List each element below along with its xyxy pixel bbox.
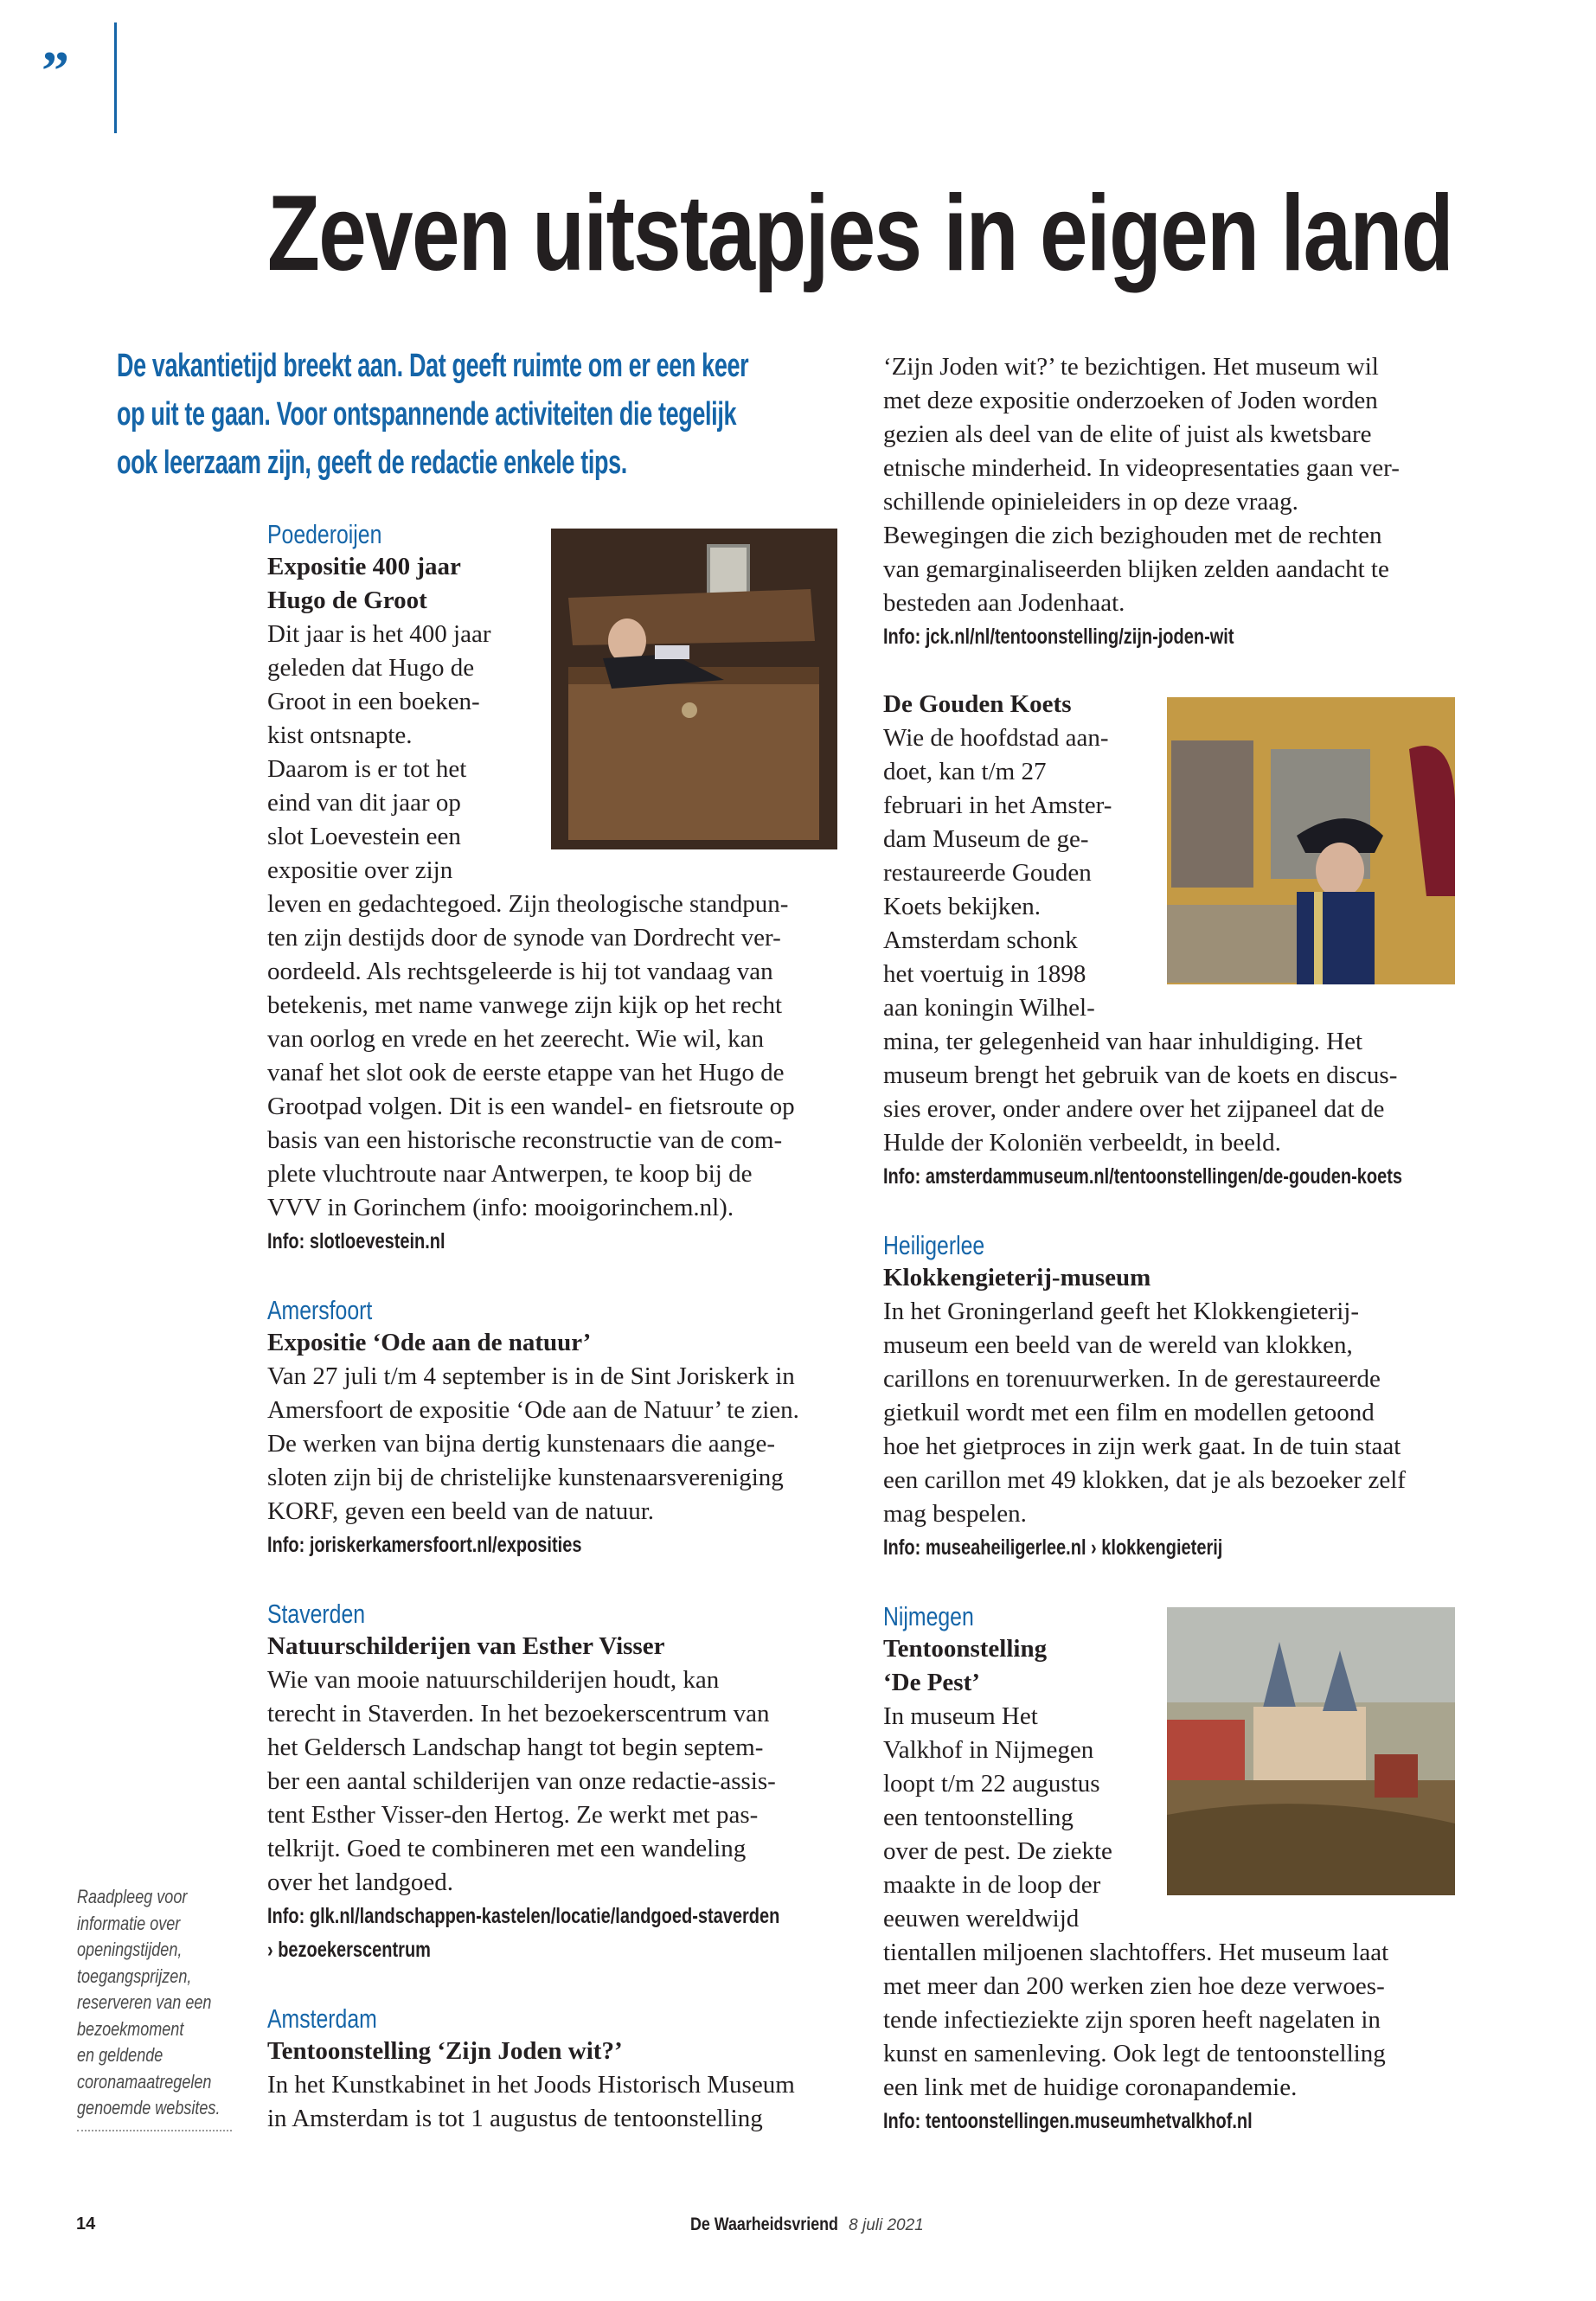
- body-line: [883, 960, 1134, 994]
- body-line: [267, 958, 838, 991]
- info-link: [267, 1936, 838, 1970]
- line-text: Bewegingen die zich bezighouden met de rechten: [883, 522, 1382, 549]
- intro-line: De vakantietijd breekt aan. Dat geeft ruimte om er een keer: [117, 348, 749, 384]
- body-line: [267, 688, 518, 721]
- section-location: [883, 1230, 1454, 1264]
- intro-lead: [117, 348, 837, 493]
- section-heading: [267, 2037, 838, 2071]
- line-text: besteden aan Jodenhaat.: [883, 589, 1125, 617]
- line-text: februari in het Amster-: [883, 792, 1112, 819]
- line-text: restaureerde Gouden: [883, 859, 1092, 887]
- body-line: [883, 420, 1454, 454]
- line-text: Klokkengieterij-museum: [883, 1264, 1151, 1292]
- line-text: Poederoijen: [267, 519, 382, 549]
- body-line: [267, 789, 518, 823]
- line-text: Info: jck.nl/nl/tentoonstelling/zijn-joden-wit: [883, 625, 1234, 649]
- line-text: Tentoonstelling: [883, 1635, 1048, 1663]
- line-text: De werken van bijna dertig kunstenaars die aange-: [267, 1430, 776, 1458]
- body-line: [883, 2006, 1454, 2040]
- info-link: [267, 1531, 838, 1565]
- spacer: [883, 1567, 1454, 1601]
- body-line: [267, 1700, 838, 1734]
- line-text: Nijmegen: [883, 1601, 974, 1631]
- line-text: expositie over zijn: [267, 856, 453, 884]
- body-line: [267, 890, 838, 924]
- section-location: [267, 1295, 838, 1329]
- line-text: Daarom is er tot het: [267, 755, 467, 783]
- line-text: Groot in een boeken-: [267, 688, 480, 715]
- line-text: ten zijn destijds door de synode van Dordrecht ver-: [267, 924, 781, 952]
- line-text: met meer dan 200 werken zien hoe deze verwoes-: [883, 1972, 1385, 2000]
- body-line: [267, 823, 518, 856]
- line-text: ‘Zijn Joden wit?’ te bezichtigen. Het museum wil: [883, 353, 1379, 381]
- body-line: [883, 1129, 1454, 1163]
- line-text: In het Groningerland geeft het Klokkengieterij-: [883, 1298, 1359, 1325]
- info-link: [267, 1902, 838, 1936]
- line-text: Hugo de Groot: [267, 586, 427, 614]
- body-line: [267, 1497, 838, 1531]
- line-text: Amersfoort: [267, 1295, 373, 1325]
- body-line: [883, 792, 1134, 825]
- body-line: [267, 1093, 838, 1126]
- spacer: [883, 657, 1454, 690]
- body-line: [883, 589, 1454, 623]
- sidebar-note-line: coronamaatregelen: [77, 2070, 212, 2093]
- body-line: [883, 1500, 1454, 1534]
- body-line: [883, 1331, 1454, 1365]
- body-line: [883, 1028, 1454, 1061]
- line-text: vanaf het slot ook de eerste etappe van het Hugo de: [267, 1059, 785, 1086]
- info-link: [883, 1163, 1454, 1196]
- body-line: [267, 1126, 838, 1160]
- spacer: [267, 1970, 838, 2003]
- line-text: sies erover, onder andere over het zijpaneel dat de: [883, 1095, 1385, 1123]
- line-text: eeuwen wereldwijd: [883, 1905, 1080, 1932]
- line-text: tende infectieziekte zijn sporen heeft nagelaten in: [883, 2006, 1381, 2034]
- line-text: hoe het gietproces in zijn werk gaat. In de tuin staat: [883, 1433, 1401, 1460]
- line-text: In museum Het: [883, 1702, 1038, 1730]
- line-text: tientallen miljoenen slachtoffers. Het museum laat: [883, 1939, 1389, 1966]
- line-text: sloten zijn bij de christelijke kunstenaarsvereniging: [267, 1464, 784, 1491]
- line-text: Amsterdam schonk: [883, 926, 1078, 954]
- line-text: loopt t/m 22 augustus: [883, 1770, 1100, 1798]
- line-text: Info: glk.nl/landschappen-kastelen/locatie/landgoed-staverden: [267, 1904, 780, 1928]
- line-text: ber een aantal schilderijen van onze redactie-assis-: [267, 1767, 776, 1795]
- line-text: Grootpad volgen. Dit is een wandel- en fietsroute op: [267, 1093, 795, 1120]
- body-line: [267, 1362, 838, 1396]
- body-line: [267, 1835, 838, 1868]
- section-heading: [267, 553, 518, 586]
- sidebar-note: [77, 1886, 241, 2124]
- body-line: [267, 1464, 838, 1497]
- body-line: [883, 1770, 1134, 1804]
- line-text: gezien als deel van de elite of juist als kwetsbare: [883, 420, 1372, 448]
- body-line: [267, 1767, 838, 1801]
- body-line: [883, 1804, 1134, 1837]
- body-line: [267, 620, 518, 654]
- line-text: Hulde der Koloniën verbeeldt, in beeld.: [883, 1129, 1281, 1157]
- line-text: Info: joriskerkamersfoort.nl/exposities: [267, 1533, 582, 1557]
- line-text: terecht in Staverden. In het bezoekerscentrum van: [267, 1700, 770, 1727]
- body-line: [267, 654, 518, 688]
- body-line: [883, 1939, 1454, 1972]
- line-text: Tentoonstelling ‘Zijn Joden wit?’: [267, 2037, 623, 2065]
- line-text: oordeeld. Als rechtsgeleerde is hij tot vandaag van: [267, 958, 773, 985]
- sidebar-note-line: en geldende: [77, 2044, 163, 2066]
- line-text: KORF, geven een beeld van de natuur.: [267, 1497, 655, 1525]
- line-text: Koets bekijken.: [883, 893, 1042, 920]
- line-text: Staverden: [267, 1599, 366, 1629]
- line-text: basis van een historische reconstructie van de com-: [267, 1126, 783, 1154]
- info-link: [883, 623, 1454, 657]
- line-text: carillons en torenuurwerken. In de gerestaureerde: [883, 1365, 1381, 1393]
- footer-publication: [690, 2214, 924, 2235]
- line-text: tent Esther Visser-den Hertog. Ze werkt met pas-: [267, 1801, 759, 1829]
- photo-gouden-koets: [1167, 697, 1455, 984]
- sidebar-note-line: Raadpleeg voor: [77, 1886, 188, 1907]
- body-line: [267, 856, 518, 890]
- section-heading: [883, 1264, 1454, 1298]
- body-line: [883, 1702, 1134, 1736]
- line-text: Heiligerlee: [883, 1230, 985, 1260]
- body-line: [267, 755, 518, 789]
- body-line: [267, 1430, 838, 1464]
- body-line: [883, 758, 1134, 792]
- line-text: Natuurschilderijen van Esther Visser: [267, 1632, 665, 1660]
- line-text: het Geldersch Landschap hangt tot begin septem-: [267, 1734, 764, 1761]
- line-text: het voertuig in 1898: [883, 960, 1086, 988]
- body-line: [267, 1868, 838, 1902]
- info-link: [883, 2107, 1454, 2141]
- spacer: [883, 1196, 1454, 1230]
- body-line: [883, 1871, 1134, 1905]
- line-text: Expositie 400 jaar: [267, 553, 461, 580]
- line-text: ‘De Pest’: [883, 1669, 980, 1696]
- line-text: in Amsterdam is tot 1 augustus de tentoonstelling: [267, 2105, 763, 2132]
- line-text: doet, kan t/m 27: [883, 758, 1047, 785]
- publication-name: De Waarheidsvriend: [690, 2214, 838, 2234]
- body-line: [883, 522, 1454, 555]
- body-line: [883, 825, 1134, 859]
- line-text: geleden dat Hugo de: [267, 654, 475, 682]
- body-line: [883, 555, 1454, 589]
- body-line: [267, 2071, 838, 2105]
- line-text: eind van dit jaar op: [267, 789, 461, 817]
- body-line: [267, 1160, 838, 1194]
- line-text: over het landgoed.: [267, 1868, 454, 1896]
- line-text: leven en gedachtegoed. Zijn theologische standpun-: [267, 890, 789, 918]
- body-line: [883, 859, 1134, 893]
- publication-date: 8 juli 2021: [849, 2216, 924, 2234]
- line-text: Info: museaheiligerlee.nl › klokkengieterij: [883, 1535, 1223, 1560]
- line-text: kunst en samenleving. Ook legt de tentoonstelling: [883, 2040, 1386, 2067]
- body-line: [267, 721, 518, 755]
- section-heading: [883, 690, 1134, 724]
- line-text: aan koningin Wilhel-: [883, 994, 1095, 1022]
- line-text: een carillon met 49 klokken, dat je als bezoeker zelf: [883, 1466, 1406, 1494]
- line-text: van gemarginaliseerden blijken zelden aandacht te: [883, 555, 1389, 583]
- body-line: [883, 454, 1454, 488]
- body-line: [883, 1061, 1454, 1095]
- line-text: plete vluchtroute naar Antwerpen, te koop bij de: [267, 1160, 753, 1188]
- line-text: mag bespelen.: [883, 1500, 1027, 1528]
- quote-mark-icon: ”: [42, 40, 69, 101]
- line-text: slot Loevestein een: [267, 823, 461, 850]
- page-title-text: Zeven uitstapjes in eigen land: [267, 174, 1452, 293]
- section-heading: [883, 1669, 1134, 1702]
- line-text: Dit jaar is het 400 jaar: [267, 620, 491, 648]
- body-line: [883, 994, 1134, 1028]
- sidebar-note-line: informatie over: [77, 1912, 181, 1934]
- line-text: Amsterdam: [267, 2003, 377, 2034]
- line-text: telkrijt. Goed te combineren met een wandeling: [267, 1835, 747, 1862]
- body-line: [883, 1466, 1454, 1500]
- line-text: een link met de huidige coronapandemie.: [883, 2073, 1298, 2101]
- page-number: 14: [76, 2214, 96, 2234]
- line-text: museum brengt het gebruik van de koets en discus-: [883, 1061, 1398, 1089]
- body-line: [267, 1396, 838, 1430]
- body-line: [883, 893, 1134, 926]
- line-text: museum een beeld van de wereld van klokken,: [883, 1331, 1353, 1359]
- line-text: van oorlog en vrede en het zeerecht. Wie wil, kan: [267, 1025, 765, 1053]
- body-line: [883, 1837, 1134, 1871]
- body-line: [267, 924, 838, 958]
- body-line: [267, 1025, 838, 1059]
- body-line: [883, 1365, 1454, 1399]
- body-line: [883, 387, 1454, 420]
- spacer: [267, 1565, 838, 1599]
- page-title: [267, 174, 1452, 298]
- photo-hugo-de-groot-chest: [551, 529, 837, 849]
- line-text: Info: tentoonstellingen.museumhetvalkhof.nl: [883, 2109, 1253, 2133]
- line-text: Wie van mooie natuurschilderijen houdt, kan: [267, 1666, 720, 1694]
- section-location: [267, 1599, 838, 1632]
- body-line: [883, 1095, 1454, 1129]
- body-line: [267, 2105, 838, 2138]
- line-text: Wie de hoofdstad aan-: [883, 724, 1109, 752]
- body-line: [883, 1298, 1454, 1331]
- line-text: een tentoonstelling: [883, 1804, 1074, 1831]
- body-line: [883, 1433, 1454, 1466]
- sidebar-note-line: genoemde websites.: [77, 2097, 221, 2118]
- line-text: De Gouden Koets: [883, 690, 1072, 718]
- body-line: [267, 991, 838, 1025]
- section-heading: [267, 1329, 838, 1362]
- line-text: maakte in de loop der: [883, 1871, 1101, 1899]
- line-text: over de pest. De ziekte: [883, 1837, 1112, 1865]
- body-line: [883, 2073, 1454, 2107]
- line-text: In het Kunstkabinet in het Joods Historisch Museum: [267, 2071, 795, 2099]
- info-link: [267, 1227, 838, 1261]
- body-line: [883, 724, 1134, 758]
- line-text: Expositie ‘Ode aan de natuur’: [267, 1329, 592, 1356]
- line-text: mina, ter gelegenheid van haar inhuldiging. Het: [883, 1028, 1363, 1055]
- body-line: [883, 926, 1134, 960]
- line-text: dam Museum de ge-: [883, 825, 1089, 853]
- spacer: [267, 1261, 838, 1295]
- section-heading: [883, 1635, 1134, 1669]
- line-text: Valkhof in Nijmegen: [883, 1736, 1094, 1764]
- sidebar-note-line: openingstijden,: [77, 1939, 183, 1960]
- sidebar-rule: [77, 2130, 232, 2131]
- line-text: kist ontsnapte.: [267, 721, 413, 749]
- line-text: betekenis, met name vanwege zijn kijk op het recht: [267, 991, 783, 1019]
- body-line: [267, 1059, 838, 1093]
- section-divider: [114, 22, 117, 133]
- body-line: [883, 1736, 1134, 1770]
- line-text: Amersfoort de expositie ‘Ode aan de Natuur’ te zien.: [267, 1396, 799, 1424]
- body-line: [883, 1399, 1454, 1433]
- section-heading: [267, 1632, 838, 1666]
- intro-line: op uit te gaan. Voor ontspannende activiteiten die tegelijk: [117, 396, 737, 433]
- sidebar-note-line: reserveren van een: [77, 1991, 212, 2013]
- info-link: [883, 1534, 1454, 1567]
- line-text: met deze expositie onderzoeken of Joden worden: [883, 387, 1378, 414]
- sidebar-note-line: bezoekmoment: [77, 2017, 184, 2040]
- body-line: [883, 353, 1454, 387]
- body-line: [883, 1905, 1134, 1939]
- line-text: › bezoekerscentrum: [267, 1938, 431, 1962]
- line-text: Info: amsterdammuseum.nl/tentoonstellingen/de-gouden-koets: [883, 1164, 1403, 1189]
- body-line: [267, 1666, 838, 1700]
- intro-line: ook leerzaam zijn, geeft de redactie enkele tips.: [117, 445, 627, 481]
- body-line: [883, 488, 1454, 522]
- body-line: [267, 1801, 838, 1835]
- sidebar-note-line: toegangsprijzen,: [77, 1965, 192, 1987]
- line-text: VVV in Gorinchem (info: mooigorinchem.nl).: [267, 1194, 734, 1221]
- line-text: gietkuil wordt met een film en modellen getoond: [883, 1399, 1375, 1426]
- body-line: [267, 1194, 838, 1227]
- painting-de-pest: [1167, 1607, 1455, 1895]
- section-heading: [267, 586, 518, 620]
- line-text: Info: slotloevestein.nl: [267, 1229, 445, 1253]
- body-line: [267, 1734, 838, 1767]
- section-location: [267, 2003, 838, 2037]
- line-text: etnische minderheid. In videopresentaties gaan ver-: [883, 454, 1400, 482]
- body-line: [883, 1972, 1454, 2006]
- line-text: schillende opinieleiders in op deze vraag.: [883, 488, 1298, 516]
- line-text: Van 27 juli t/m 4 september is in de Sint Joriskerk in: [267, 1362, 795, 1390]
- body-line: [883, 2040, 1454, 2073]
